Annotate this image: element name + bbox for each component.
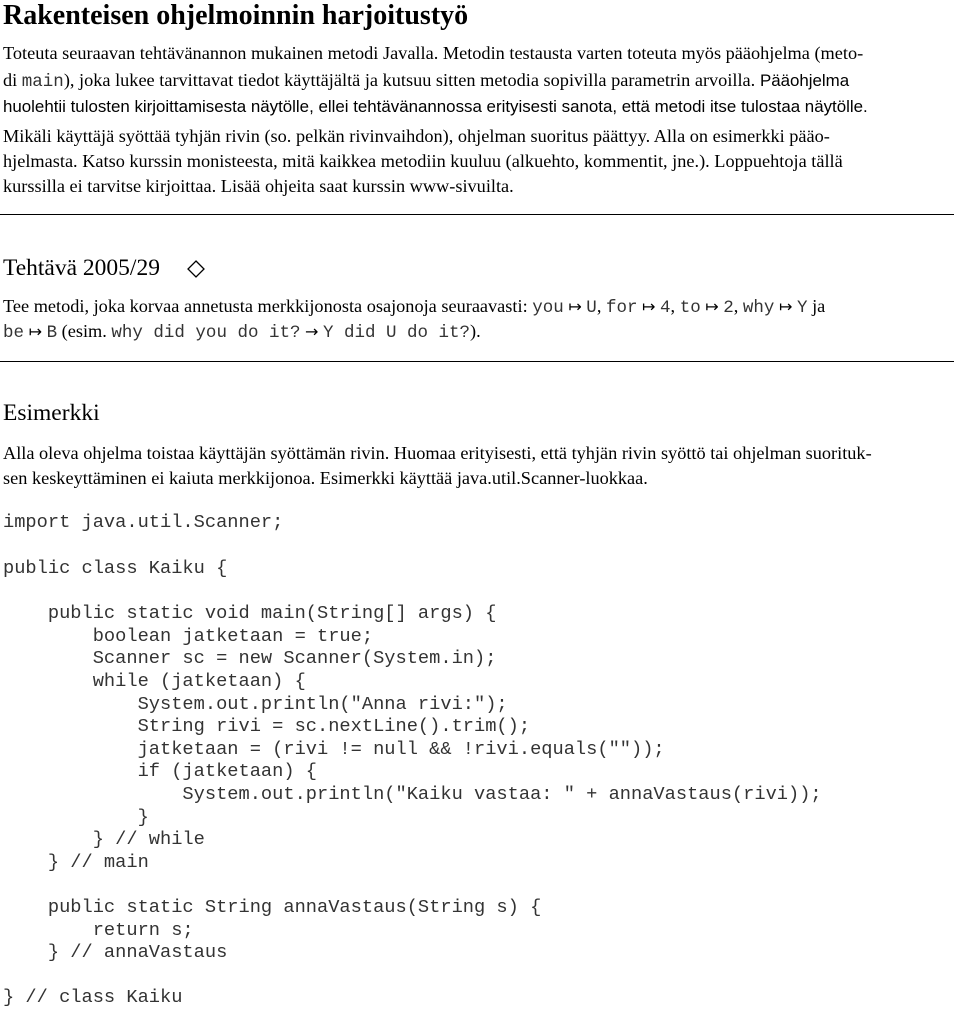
intro-line-2-start: di: [3, 70, 22, 90]
examples-heading: Esimerkki: [3, 400, 100, 426]
intro-line-2-end: Pääohjelma: [755, 71, 850, 90]
pair-separator: ,: [670, 296, 680, 316]
task-line-1: [3, 295, 953, 320]
pair-to: B: [46, 323, 58, 343]
task-line-2: [3, 320, 953, 345]
task-heading: Tehtävä 2005/29: [3, 255, 160, 281]
example-open: (esim.: [57, 321, 112, 341]
pair-separator: ,: [596, 296, 606, 316]
example-input: why did you do it?: [111, 323, 301, 343]
page-title: Rakenteisen ohjelmoinnin harjoitustyö: [3, 0, 469, 31]
diamond-icon: [187, 260, 205, 278]
pair-to: 4: [660, 298, 671, 318]
maps-to-icon: ↦: [642, 297, 656, 316]
import-statement: import java.util.Scanner;: [3, 511, 284, 533]
maps-to-icon: ↦: [28, 322, 42, 341]
pair-from: why: [742, 298, 775, 318]
example-close: ).: [470, 321, 481, 341]
intro-line-1: Toteuta seuraavan tehtävänannon mukainen metodi Javalla. Metodin testausta varten toteuta myös pääohjelma (meto-: [3, 43, 864, 63]
task-lead: Tee metodi, joka korvaa annetusta merkkijonosta osajonoja seuraavasti:: [3, 296, 533, 316]
pair-from: you: [532, 298, 564, 318]
maps-to-icon: ↦: [779, 297, 793, 316]
pair-separator: ,: [733, 296, 743, 316]
example-output: Y did U do it?: [323, 323, 471, 343]
examples-line-1: Alla oleva ohjelma toistaa käyttäjän syöttämän rivin. Huomaa erityisesti, että tyhjän rivin syöttö tai ohjelman suorituk-: [3, 443, 872, 463]
pair-to: U: [586, 298, 597, 318]
intro-line-2-mid: ), joka lukee tarvittavat tiedot käyttäjältä ja kutsuu sitten metodia sopivilla parametrin arvoilla.: [63, 70, 756, 90]
maps-to-icon: ↦: [568, 297, 582, 316]
intro-line-3: huolehtii tulosten kirjoittamisesta näytölle, ellei tehtävänannossa erityisesti sanota, että metodi itse tulostaa näytölle.: [3, 97, 868, 116]
intro-line-4: Mikäli käyttäjä syöttää tyhjän rivin (so. pelkän rivinvaihdon), ohjelman suoritus päättyy. Alla on esimerkki pääo-: [3, 126, 830, 146]
pair-to: Y: [797, 298, 808, 318]
pair-to: 2: [723, 298, 734, 318]
pair-from: to: [679, 298, 701, 318]
pair-from: for: [605, 298, 638, 318]
pair-separator: ja: [807, 296, 826, 316]
arrow-icon: →: [305, 322, 319, 341]
examples-line-2: sen keskeyttäminen ei kaiuta merkkijonoa. Esimerkki käyttää java.util.Scanner-luokkaa.: [3, 468, 648, 488]
code-block: public class Kaiku { public static void main(String[] args) { boolean jatketaan = true; Scanner sc = new Scanner(System.in); while (jatketaan) { System.out.println("Anna rivi:"); String rivi = sc.nextLine().trim(); jatketaan = (rivi != null && !rivi.equals("")); if (jatketaan) { System.out.println("Kaiku vastaa: " + annaVastaus(rivi)); } } // while } // main public static String annaVastaus(String s) { return s; } // annaVastaus } // class Kaiku: [3, 557, 822, 1009]
intro-line-6: kurssilla ei tarvitse kirjoittaa. Lisää ohjeita saat kurssin www-sivuilta.: [3, 176, 514, 196]
maps-to-icon: ↦: [705, 297, 719, 316]
intro-line-2: [3, 69, 953, 94]
divider: [0, 361, 954, 362]
intro-line-5: hjelmasta. Katso kurssin monisteesta, mitä kaikkea metodiin kuuluu (alkuehto, kommentit, jne.). Loppuehtoja tällä: [3, 151, 843, 171]
pair-from: be: [3, 323, 25, 343]
divider: [0, 214, 954, 215]
main-code: main: [21, 72, 64, 92]
